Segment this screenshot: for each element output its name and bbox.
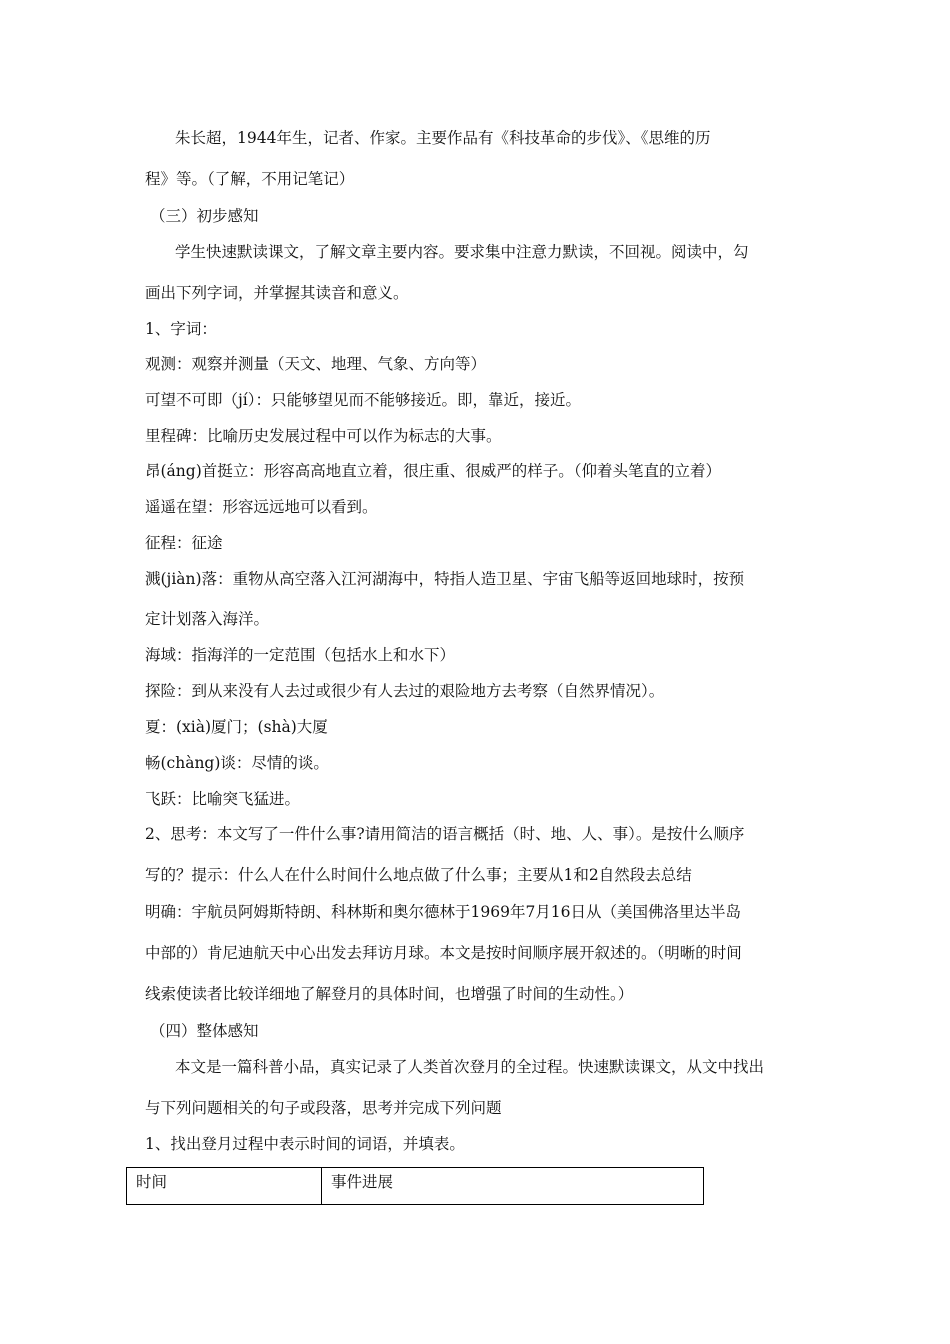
question-line: 2、思考：本文写了一件什么事?请用简洁的语言概括（时、地、人、事）。是按什么顺序 xyxy=(145,825,745,843)
table-cell-event xyxy=(322,1168,703,1204)
answer-line: 中部的）肯尼迪航天中心出发去拜访月球。本文是按时间顺序展开叙述的。（明晰的时间 xyxy=(145,944,742,962)
table-header-time: 时间 xyxy=(136,1173,168,1191)
vocab-item: 溅(jiàn)落：重物从高空落入江河湖海中，特指人造卫星、宇宙飞船等返回地球时，按预 xyxy=(145,570,745,588)
vocab-item-continued: 定计划落入海洋。 xyxy=(145,610,270,628)
paragraph-line: 画出下列字词，并掌握其读音和意义。 xyxy=(145,284,409,302)
vocab-item: 观测：观察并测量（天文、地理、气象、方向等） xyxy=(145,355,487,373)
author-intro-line-1: 朱长超，1944年生，记者、作家。主要作品有《科技革命的步伐》、《思维的历 xyxy=(175,129,711,147)
vocab-item: 探险：到从来没有人去过或很少有人去过的艰险地方去考察（自然界情况）。 xyxy=(145,682,665,700)
paragraph-line: 学生快速默读课文，了解文章主要内容。要求集中注意力默读，不回视。阅读中，勾 xyxy=(175,243,749,261)
answer-line: 明确：宇航员阿姆斯特朗、科林斯和奥尔德林于1969年7月16日从（美国佛洛里达半岛 xyxy=(145,903,742,921)
list-heading-vocab: 1、字词： xyxy=(145,320,217,338)
vocab-item: 遥遥在望：形容远远地可以看到。 xyxy=(145,498,378,516)
paragraph-line: 与下列问题相关的句子或段落，思考并完成下列问题 xyxy=(145,1099,502,1117)
table-cell-time xyxy=(127,1168,322,1204)
vocab-item: 海域：指海洋的一定范围（包括水上和水下） xyxy=(145,646,456,664)
vocab-item: 飞跃：比喻突飞猛进。 xyxy=(145,790,301,808)
task-line: 1、找出登月过程中表示时间的词语，并填表。 xyxy=(145,1135,465,1153)
vocab-item: 里程碑：比喻历史发展过程中可以作为标志的大事。 xyxy=(145,427,502,445)
question-line: 写的？提示：什么人在什么时间什么地点做了什么事；主要从1和2自然段去总结 xyxy=(145,866,692,884)
vocab-item: 昂(áng)首挺立：形容高高地直立着，很庄重、很威严的样子。（仰着头笔直的立着） xyxy=(145,462,721,480)
section-heading-4: （四）整体感知 xyxy=(150,1022,259,1040)
vocab-item: 畅(chàng)谈：尽情的谈。 xyxy=(145,754,329,772)
time-event-table xyxy=(126,1167,704,1205)
vocab-item: 可望不可即（jí）：只能够望见而不能够接近。即，靠近，接近。 xyxy=(145,391,582,409)
author-intro-line-2: 程》等。（了解，不用记笔记） xyxy=(145,170,355,188)
vocab-item: 夏：(xià)厦门；(shà)大厦 xyxy=(145,718,328,736)
section-heading-3: （三）初步感知 xyxy=(150,207,259,225)
vocab-item: 征程：征途 xyxy=(145,534,223,552)
table-header-event: 事件进展 xyxy=(331,1173,394,1191)
answer-line: 线索使读者比较详细地了解登月的具体时间，也增强了时间的生动性。） xyxy=(145,985,634,1003)
paragraph-line: 本文是一篇科普小品，真实记录了人类首次登月的全过程。快速默读课文，从文中找出 xyxy=(175,1058,765,1076)
